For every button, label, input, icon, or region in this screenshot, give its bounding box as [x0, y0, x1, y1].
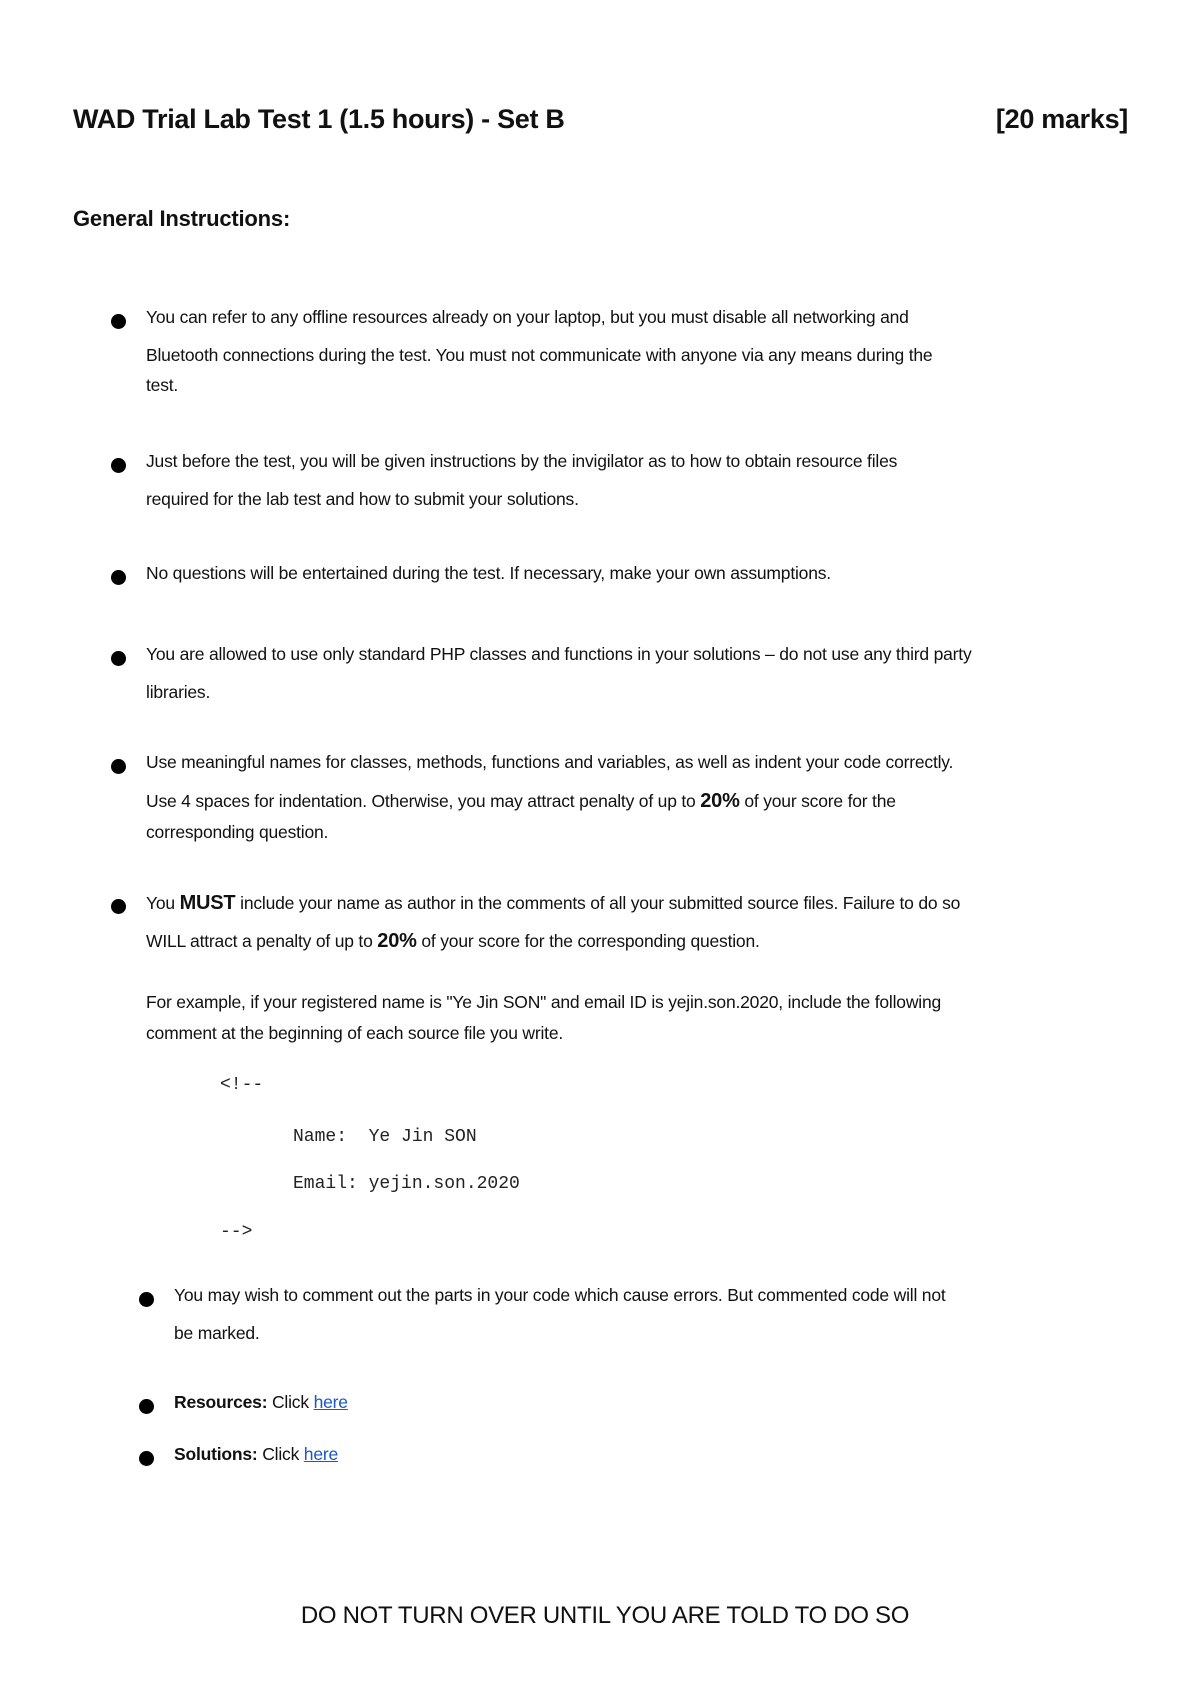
instruction-text: Use meaningful names for classes, methods, functions and variables, as well as indent your code correctly. [146, 752, 954, 772]
solutions-text [174, 1444, 774, 1465]
instruction-text: be marked. [174, 1323, 260, 1343]
instruction-text: You can refer to any offline resources already on your laptop, but you must disable all networking and [146, 307, 909, 327]
instruction-text: You are allowed to use only standard PHP classes and functions in your solutions – do not use any third party [146, 644, 972, 664]
instruction-text: Bluetooth connections during the test. You must not communicate with anyone via any means during the [146, 345, 933, 365]
instruction-text: No questions will be entertained during the test. If necessary, make your own assumptions. [146, 563, 831, 583]
code-comment-name: Name: Ye Jin SON [293, 1127, 477, 1147]
instruction-text-part: of your score for the corresponding question. [416, 931, 760, 951]
instruction-text-part: of your score for the [739, 791, 896, 811]
resources-line [174, 1392, 774, 1413]
code-comment-open: <!-- [220, 1075, 264, 1095]
code-comment-close: --> [220, 1222, 253, 1242]
bullet-icon [111, 314, 126, 329]
solutions-line [174, 1444, 774, 1465]
example-text: comment at the beginning of each source file you write. [146, 1023, 564, 1043]
instruction-item-resources [146, 451, 1136, 510]
instruction-text: required for the lab test and how to submit your solutions. [146, 489, 579, 509]
instructions-heading: General Instructions: [73, 206, 291, 231]
instruction-text: libraries. [146, 682, 211, 702]
bullet-icon [111, 899, 126, 914]
bullet-icon [139, 1399, 154, 1414]
solutions-label: Solutions: [174, 1444, 258, 1464]
page-title: WAD Trial Lab Test 1 (1.5 hours) - Set B [73, 104, 565, 134]
instruction-text-part: You [146, 893, 180, 913]
instruction-text [146, 930, 1136, 992]
instruction-item-comment-out [174, 1285, 1134, 1344]
solutions-click-text: Click [257, 1444, 304, 1464]
instruction-text-part: WILL attract a penalty of up to [146, 931, 378, 951]
instruction-text-part: Use 4 spaces for indentation. Otherwise, you may attract penalty of up to [146, 791, 701, 811]
instruction-item-naming [146, 752, 1136, 843]
bullet-icon [111, 458, 126, 473]
must-emphasis: MUST [179, 892, 236, 914]
penalty-percent: 20% [700, 790, 740, 812]
instruction-text-part: include your name as author in the comments of all your submitted source files. Failure to do so [235, 893, 961, 913]
bullet-icon [111, 651, 126, 666]
instruction-text: test. [146, 375, 179, 395]
resources-label: Resources: [174, 1392, 268, 1412]
solutions-link[interactable]: here [303, 1444, 339, 1464]
bullet-icon [111, 759, 126, 774]
instruction-item-questions [146, 563, 1136, 584]
instruction-text [146, 892, 1136, 930]
resources-click-text: Click [267, 1392, 314, 1412]
instruction-item-offline [146, 307, 1136, 396]
instruction-item-php [146, 644, 1136, 703]
instruction-text: You may wish to comment out the parts in your code which cause errors. But commented code will not [174, 1285, 946, 1305]
resources-text [174, 1392, 774, 1413]
bullet-icon [139, 1451, 154, 1466]
bullet-icon [139, 1292, 154, 1307]
code-comment-email: Email: yejin.son.2020 [293, 1174, 520, 1194]
instruction-text: corresponding question. [146, 822, 329, 842]
footer-notice: DO NOT TURN OVER UNTIL YOU ARE TOLD TO DO SO [300, 1602, 910, 1629]
example-text: For example, if your registered name is "Ye Jin SON" and email ID is yejin.son.2020, include the following [146, 992, 942, 1012]
total-marks: [20 marks] [995, 104, 1128, 134]
instruction-item-author [146, 892, 1136, 1044]
resources-link[interactable]: here [313, 1392, 348, 1412]
penalty-percent: 20% [377, 930, 417, 952]
instruction-text: Just before the test, you will be given instructions by the invigilator as to how to obtain resource files [146, 451, 898, 471]
instruction-text [146, 790, 1136, 822]
bullet-icon [111, 570, 126, 585]
